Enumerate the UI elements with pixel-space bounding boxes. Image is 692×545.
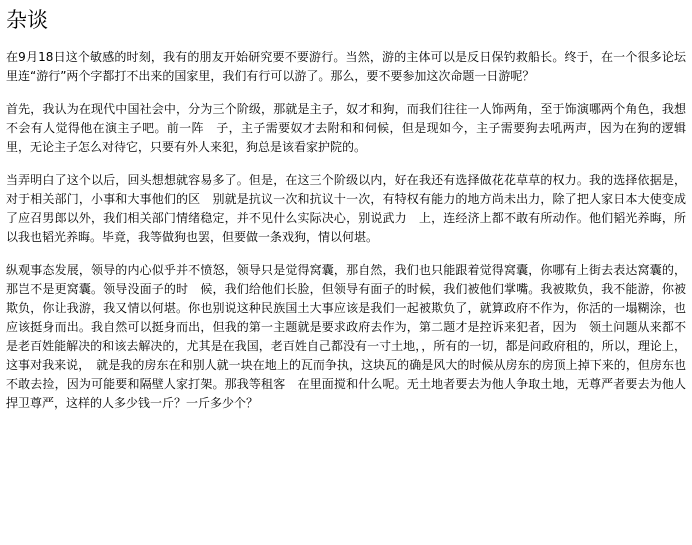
article-paragraph-4: 纵观事态发展，领导的内心似乎并不愤怒，领导只是觉得窝囊，那自然，我们也只能跟着觉得窝囊，你哪有上街去表达窝囊的，那岂不是更窝囊。领导没面子的时 候，我们给他们长脸，但领导有面子的时候，我们被他们掌嘴。我被欺负，我不能游，你被欺负，你让我游，我又情以何堪。你也别说这种民族国土大事应该是我们一起被欺负了，就算政府不作为，你活的一塌糊涂，也应该挺身而出。我自然可以挺身而出，但我的第一主题就是要求政府去作为，第二题才是控诉来犯者，因为 领土问题从来都不是老百姓能解决的和该去解决的，尤其是在我国，老百姓自己都没有一寸土地，，所有的一切，都是问政府租的，所以，理论上，这事对我来说， 就是我的房东在和别人就一块在地上的瓦而争执，这块瓦的确是风大的时候从房东的房顶上掉下来的，但房东也不敢去捡，因为可能要和隔壁人家打架。那我等租客 在里面搅和什么呢。无土地者要去为他人争取土地，无尊严者要去为他人捍卫尊严，这样的人多少钱一斤？一斤多少个？ bbox=[6, 263, 686, 410]
article-paragraph-2: 首先，我认为在现代中国社会中，分为三个阶级，那就是主子，奴才和狗，而我们往往一人饰两角，至于饰演哪两个角色，我想不会有人觉得他在演主子吧。前一阵 子，主子需要奴才去附和和伺候，但是现如今，主子需要狗去吼两声，因为在狗的逻辑里，无论主子怎么对待它，只要有外人来犯，狗总是该看家护院的。 bbox=[6, 102, 686, 154]
article-paragraph-3: 当弄明白了这个以后，回头想想就容易多了。但是，在这三个阶级以内，好在我还有选择做花花草草的权力。我的选择依据是，对于相关部门，小事和大事他们的区 别就是抗议一次和抗议十一次，有特权有能力的地方尚未出力，除了把人家日本大使变成了应召男郎以外，我们相关部门情绪稳定，并不见什么实际决心，别说武力 上，连经济上都不敢有所动作。他们韬光养晦，所以我也韬光养晦。毕竟，我等做狗也罢，但要做一条戏狗，情以何堪。 bbox=[6, 173, 686, 244]
article-paragraph-1: 在9月18日这个敏感的时刻，我有的朋友开始研究要不要游行。当然，游的主体可以是反日保钓救船长。终于，在一个很多论坛里连“游行”两个字都打不出来的国家里，我们有行可以游了。那么，要不要参加这次命题一日游呢？ bbox=[6, 50, 686, 83]
article-title: 杂谈 bbox=[6, 8, 48, 32]
